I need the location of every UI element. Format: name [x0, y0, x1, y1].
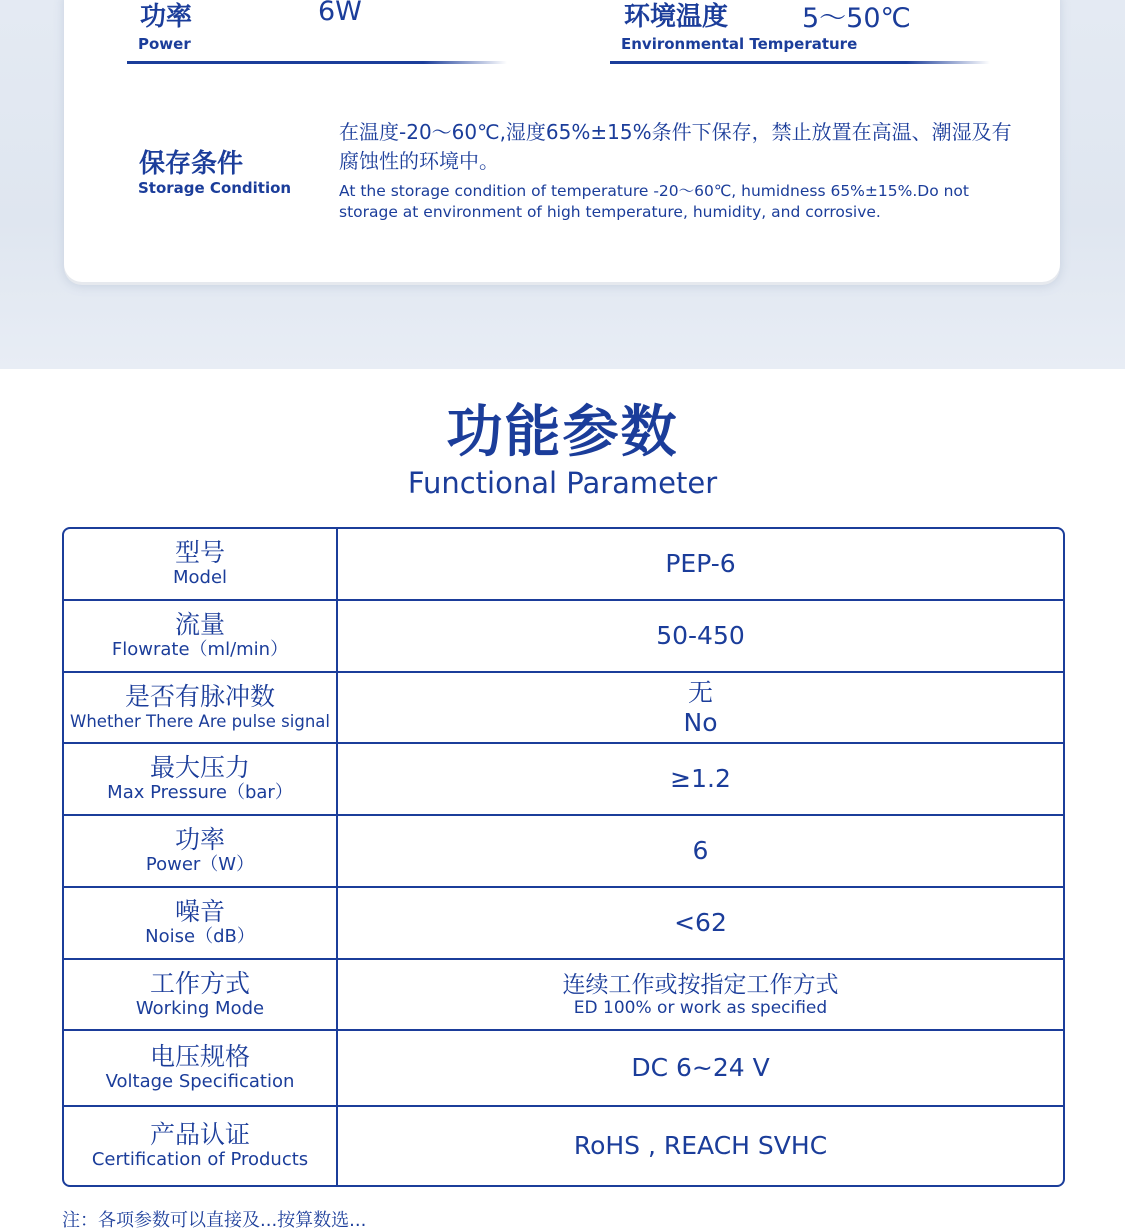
table-row-noise	[64, 888, 1063, 960]
value-cell	[338, 960, 1063, 1029]
table-row-max-pressure	[64, 744, 1063, 816]
value-text: 50-450	[656, 621, 745, 650]
label-zh: 产品认证	[149, 1120, 250, 1149]
value-text: DC 6~24 V	[631, 1053, 770, 1082]
functional-parameter-table	[62, 527, 1065, 1187]
table-row-flowrate	[64, 601, 1063, 673]
label-en: Working Mode	[135, 997, 265, 1019]
storage-description-zh: 在温度-20～60℃,湿度65%±15%条件下保存，禁止放置在高温、潮湿及有腐蚀性的环境中。	[339, 120, 1012, 173]
value-cell	[338, 816, 1063, 886]
label-en: Power（W）	[145, 854, 255, 875]
value-cell	[338, 1107, 1063, 1185]
table-row-voltage	[64, 1031, 1063, 1107]
label-zh: 噪音	[174, 897, 225, 926]
power-label-zh: 功率	[140, 2, 193, 32]
label-zh: 型号	[174, 538, 225, 567]
value-text: 6	[692, 836, 709, 865]
power-value: 6W	[318, 0, 362, 27]
env-temp-label-zh: 环境温度	[624, 2, 729, 32]
label-zh: 功率	[174, 825, 225, 854]
label-cell	[64, 816, 338, 886]
value-text: RoHS , REACH SVHC	[573, 1131, 828, 1160]
value-text-zh: 无	[687, 677, 713, 707]
value-text-zh: 连续工作或按指定工作方式	[562, 971, 839, 998]
value-cell	[338, 673, 1063, 742]
value-cell	[338, 601, 1063, 671]
label-cell	[64, 744, 338, 814]
label-cell	[64, 1031, 338, 1105]
label-zh: 最大压力	[149, 753, 250, 782]
value-cell	[338, 529, 1063, 599]
label-zh: 电压规格	[149, 1042, 250, 1071]
value-cell	[338, 744, 1063, 814]
section-title-zh: 功能参数	[446, 400, 679, 465]
power-underline	[127, 61, 507, 64]
label-cell	[64, 601, 338, 671]
label-en: Voltage Specification	[105, 1071, 295, 1092]
storage-label-en: Storage Condition	[138, 179, 292, 197]
label-en: Certification of Products	[91, 1149, 309, 1170]
label-en: Flowrate（ml/min）	[111, 639, 289, 660]
env-temp-label-en: Environmental Temperature	[621, 35, 858, 53]
storage-description-en: At the storage condition of temperature -20～60℃, humidness 65%±15%.Do not storage at environment of high temperature, humidity, and corrosive.	[339, 182, 969, 221]
value-text: <62	[674, 908, 727, 937]
table-row-pulse-signal	[64, 673, 1063, 744]
value-text: ≥1.2	[670, 764, 731, 793]
label-zh: 工作方式	[149, 968, 250, 998]
value-text: PEP-6	[665, 549, 736, 578]
value-text-en: No	[683, 707, 718, 737]
label-cell	[64, 888, 338, 958]
label-zh: 流量	[174, 610, 225, 639]
label-cell	[64, 673, 338, 742]
power-label-en: Power	[138, 35, 191, 53]
label-cell	[64, 1107, 338, 1185]
env-temp-underline	[610, 61, 990, 64]
label-en: Max Pressure（bar）	[107, 782, 293, 803]
label-en: Model	[172, 567, 228, 588]
label-en: Whether There Are pulse signal	[70, 711, 330, 731]
label-cell	[64, 960, 338, 1029]
footnote: 注：各项参数可以直接及...按算数选...	[62, 1210, 367, 1231]
value-cell	[338, 1031, 1063, 1105]
label-en: Noise（dB）	[145, 926, 255, 947]
value-text-en: ED 100% or work as specified	[573, 997, 828, 1018]
table-row-power	[64, 816, 1063, 888]
section-title-en: Functional Parameter	[407, 466, 718, 500]
env-temp-value: 5～50℃	[802, 3, 911, 34]
label-zh: 是否有脉冲数	[124, 681, 275, 711]
table-row-certification	[64, 1107, 1063, 1185]
table-row-model	[64, 529, 1063, 601]
label-cell	[64, 529, 338, 599]
table-row-working-mode	[64, 960, 1063, 1031]
value-cell	[338, 888, 1063, 958]
storage-label-zh: 保存条件	[139, 149, 244, 179]
